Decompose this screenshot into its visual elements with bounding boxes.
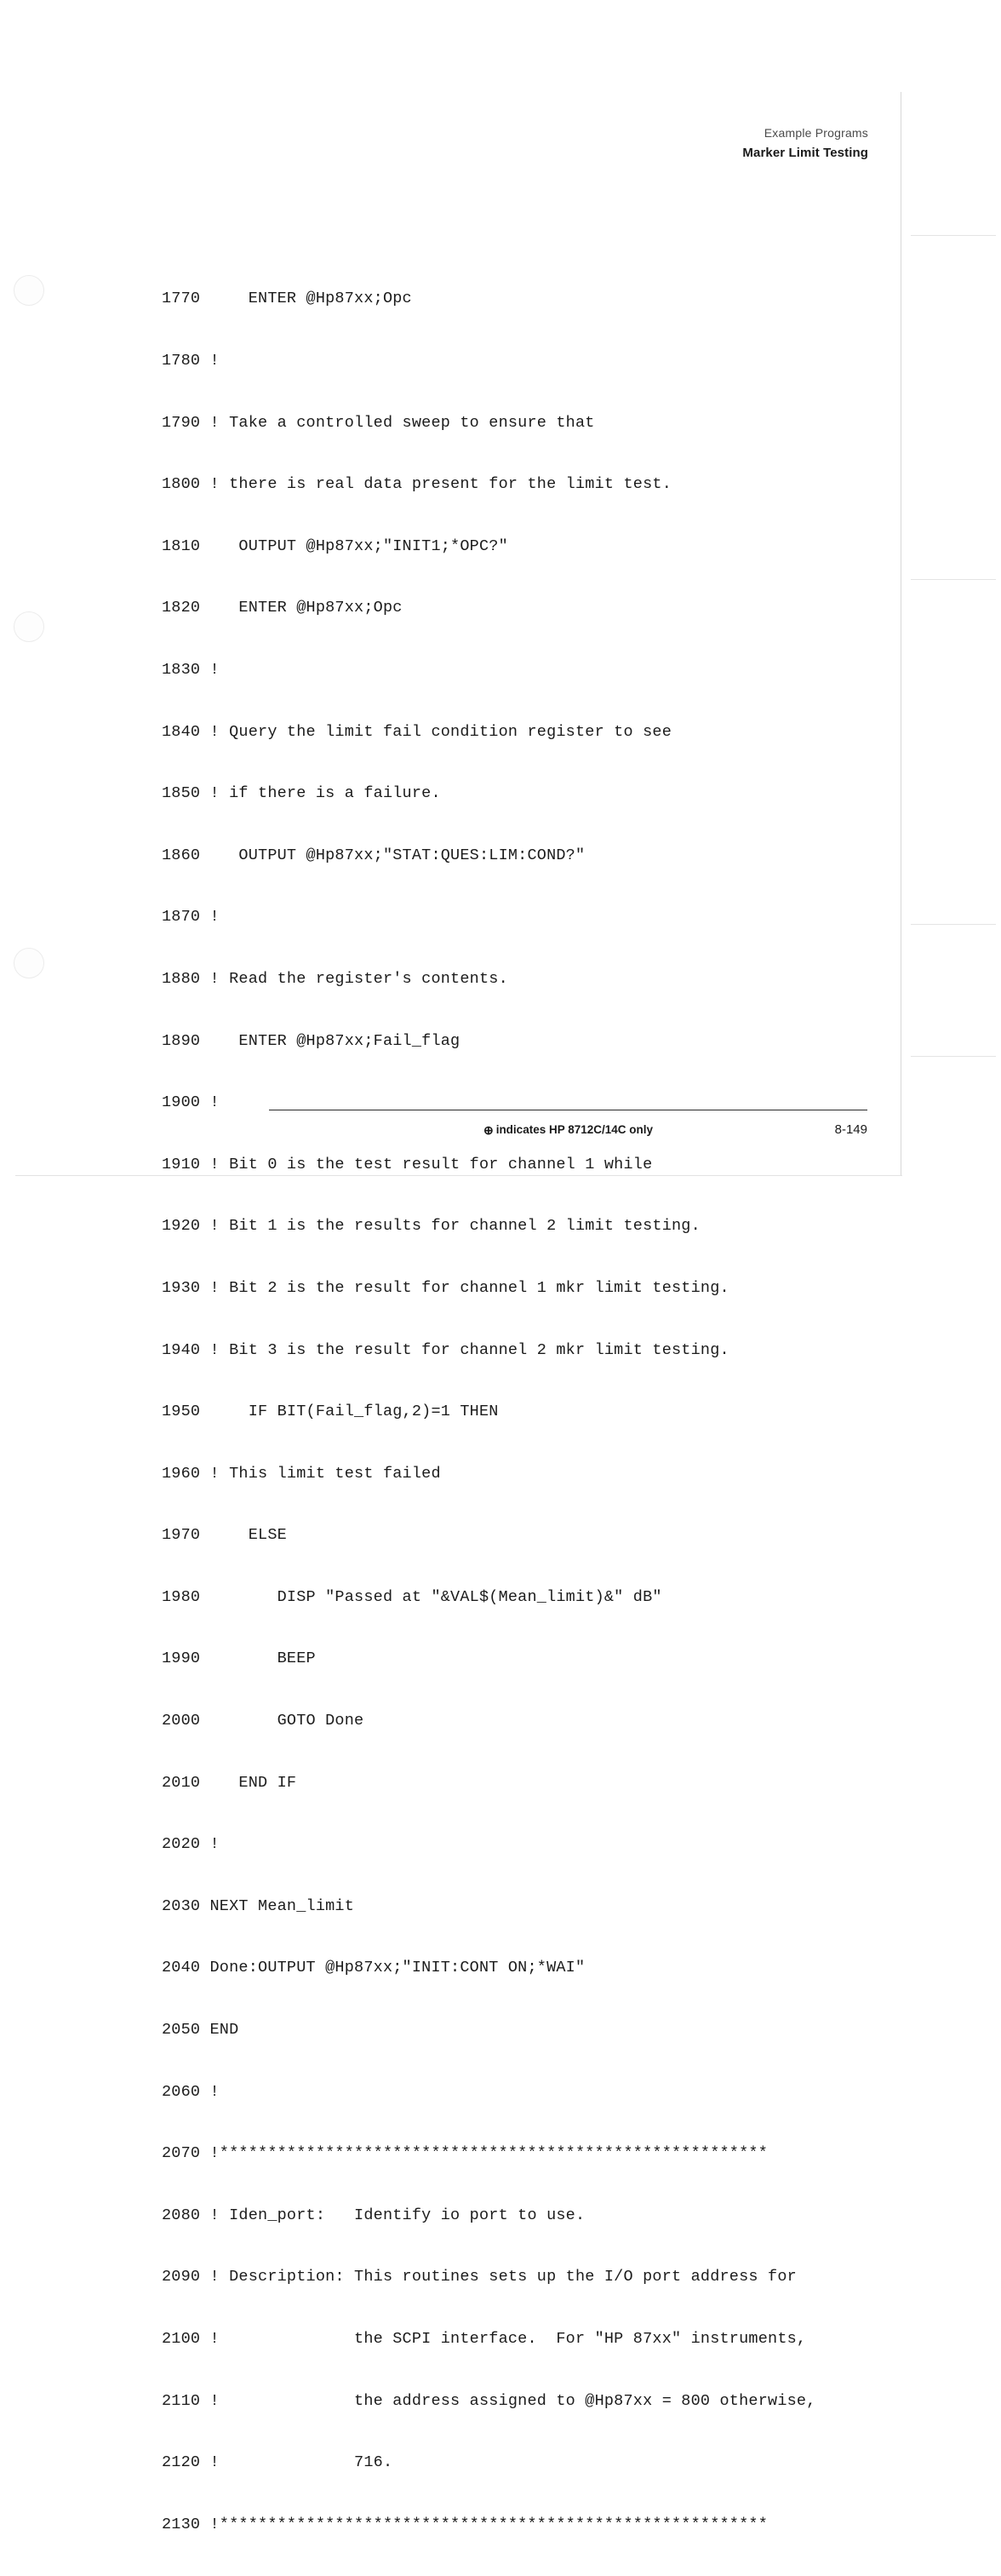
binder-hole-icon xyxy=(14,611,44,642)
header-section-label: Example Programs xyxy=(764,126,868,140)
code-line: 2030 NEXT Mean_limit xyxy=(162,1896,355,1915)
binder-hole-icon xyxy=(14,948,44,978)
code-line: 1890 ENTER @Hp87xx;Fail_flag xyxy=(162,1031,460,1050)
page-number: 8-149 xyxy=(834,1122,867,1137)
code-line: 1800 ! there is real data present for the limit test. xyxy=(162,475,672,494)
code-line: 1900 ! xyxy=(162,1093,220,1112)
code-line: 1860 OUTPUT @Hp87xx;"STAT:QUES:LIM:COND?" xyxy=(162,846,586,864)
code-line: 2120 ! 716. xyxy=(162,2453,393,2472)
code-line: 1910 ! Bit 0 is the test result for channel 1 while xyxy=(162,1155,653,1173)
code-line: 1940 ! Bit 3 is the result for channel 2 mkr limit testing. xyxy=(162,1340,729,1359)
code-line: 1960 ! This limit test failed xyxy=(162,1464,441,1483)
code-line: 2000 GOTO Done xyxy=(162,1712,364,1730)
code-line: 2090 ! Description: This routines sets up the I/O port address for xyxy=(162,2268,797,2286)
globe-icon: ⊕ xyxy=(483,1123,494,1137)
code-line: 1780 ! xyxy=(162,352,220,370)
code-line: 2060 ! xyxy=(162,2082,220,2101)
program-listing xyxy=(162,248,816,2576)
margin-tick xyxy=(911,924,996,925)
code-line: 1970 ELSE xyxy=(162,1526,287,1545)
code-line: 1810 OUTPUT @Hp87xx;"INIT1;*OPC?" xyxy=(162,536,508,555)
header-topic-label: Marker Limit Testing xyxy=(742,146,868,160)
footer-note xyxy=(269,1122,867,1137)
binder-hole-icon xyxy=(14,275,44,306)
code-line: 2010 END IF xyxy=(162,1773,297,1792)
code-line: 1930 ! Bit 2 is the result for channel 1 mkr limit testing. xyxy=(162,1278,729,1297)
code-line: 2040 Done:OUTPUT @Hp87xx;"INIT:CONT ON;*WAI" xyxy=(162,1959,586,1977)
margin-tick xyxy=(911,235,996,236)
code-line: 2130 !********************************************************* xyxy=(162,2515,769,2533)
code-line: 2050 END xyxy=(162,2021,239,2040)
code-line: 1870 ! xyxy=(162,908,220,927)
page-header xyxy=(742,126,868,160)
code-line: 2080 ! Iden_port: Identify io port to use. xyxy=(162,2206,586,2224)
margin-tick xyxy=(911,579,996,580)
code-line: 1820 ENTER @Hp87xx;Opc xyxy=(162,599,403,617)
code-line: 1990 BEEP xyxy=(162,1649,316,1668)
code-line: 1920 ! Bit 1 is the results for channel 2 limit testing. xyxy=(162,1217,701,1236)
code-line: 1950 IF BIT(Fail_flag,2)=1 THEN xyxy=(162,1403,499,1421)
code-line: 1880 ! Read the register's contents. xyxy=(162,969,508,988)
code-line: 1830 ! xyxy=(162,660,220,679)
code-line: 1770 ENTER @Hp87xx;Opc xyxy=(162,290,412,308)
code-line: 2100 ! the SCPI interface. For "HP 87xx" instruments, xyxy=(162,2330,807,2348)
code-line: 2020 ! xyxy=(162,1835,220,1854)
footer-note-label: indicates HP 8712C/14C only xyxy=(495,1123,654,1136)
margin-tick xyxy=(911,1056,996,1057)
code-line: 1980 DISP "Passed at "&VAL$(Mean_limit)&" dB" xyxy=(162,1587,662,1606)
code-line: 1790 ! Take a controlled sweep to ensure that xyxy=(162,413,595,432)
code-line: 1840 ! Query the limit fail condition register to see xyxy=(162,722,672,741)
code-line: 2110 ! the address assigned to @Hp87xx = 800 otherwise, xyxy=(162,2391,816,2410)
code-line: 2070 !********************************************************* xyxy=(162,2144,769,2163)
code-line: 1850 ! if there is a failure. xyxy=(162,784,441,803)
